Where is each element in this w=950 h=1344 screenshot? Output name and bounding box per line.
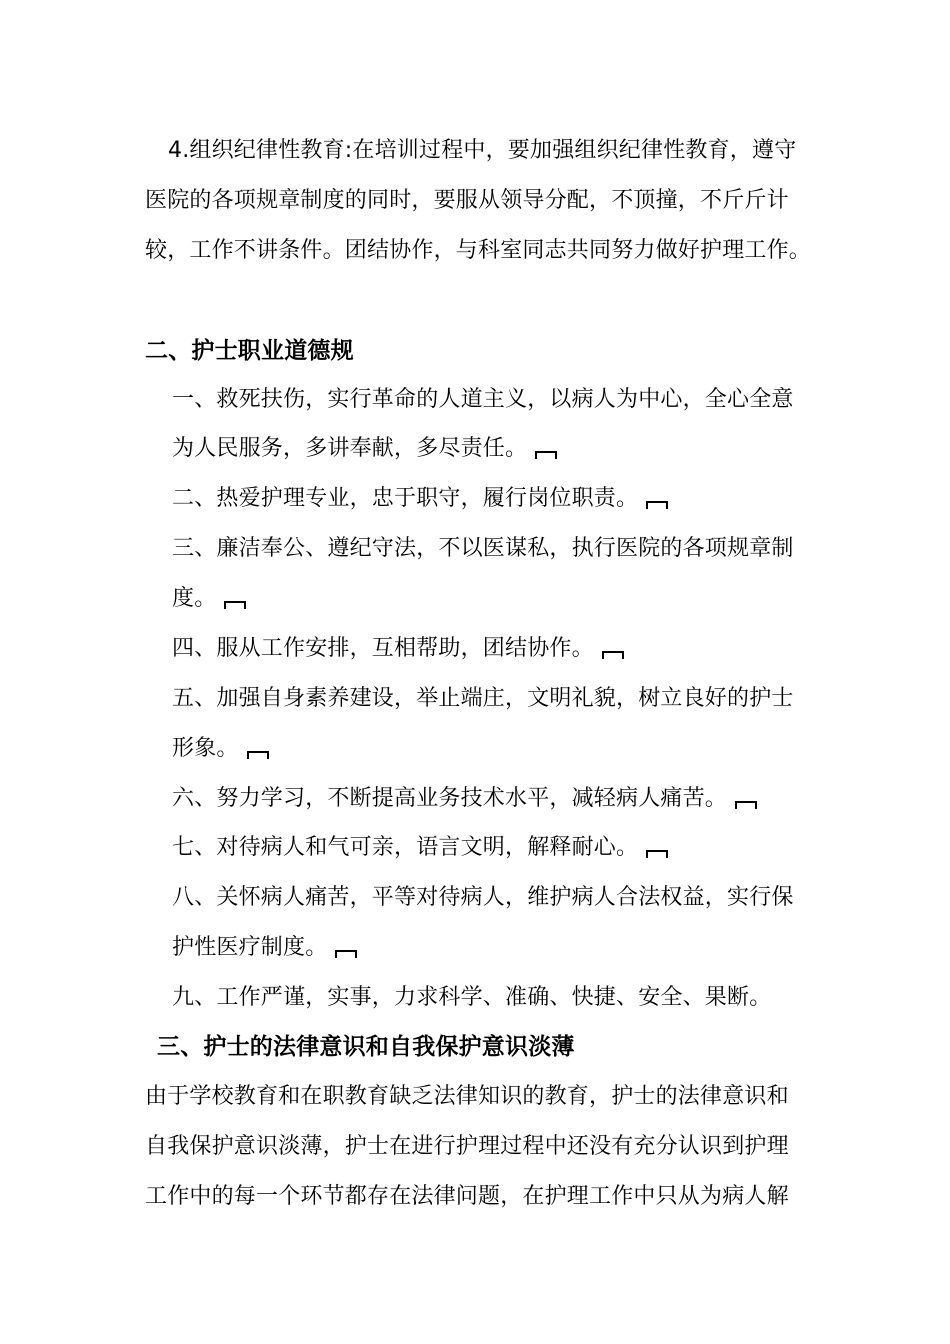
return-mark-icon bbox=[535, 451, 557, 459]
paragraph-line bbox=[145, 1132, 789, 1162]
list-item bbox=[172, 684, 794, 714]
list-item bbox=[172, 584, 246, 614]
list-item-text: 七、对待病人和气可亲，语言文明，解释耐心。 bbox=[172, 835, 639, 860]
list-item-text: 三、廉洁奉公、遵纪守法，不以医谋私，执行医院的各项规章制 bbox=[172, 536, 794, 561]
paragraph-text: 较，工作不讲条件。团结协作，与科室同志共同努力做好护理工作。 bbox=[145, 238, 812, 263]
paragraph-text: 由于学校教育和在职教育缺乏法律知识的教育，护士的法律意识和 bbox=[145, 1084, 789, 1109]
list-item bbox=[172, 883, 794, 913]
return-mark-icon bbox=[646, 850, 668, 858]
list-item bbox=[172, 933, 357, 963]
list-item-text: 度。 bbox=[172, 586, 217, 611]
paragraph-line bbox=[145, 236, 811, 266]
paragraph-text: 医院的各项规章制度的同时，要服从领导分配，不顶撞，不斤斤计 bbox=[145, 188, 789, 213]
return-mark-icon bbox=[247, 751, 269, 759]
return-mark-icon bbox=[335, 950, 357, 958]
paragraph-text: 4.组织纪律性教育:在培训过程中，要加强组织纪律性教育，遵守 bbox=[168, 138, 797, 163]
paragraph-text: 自我保护意识淡薄，护士在进行护理过程中还没有充分认识到护理 bbox=[145, 1134, 789, 1159]
list-item bbox=[172, 534, 794, 564]
list-item bbox=[172, 833, 668, 863]
list-item bbox=[172, 484, 668, 514]
list-item-text: 形象。 bbox=[172, 736, 239, 761]
return-mark-icon bbox=[224, 601, 246, 609]
section-heading: 三、护士的法律意识和自我保护意识淡薄 bbox=[157, 1034, 575, 1060]
section-heading: 二、护士职业道德规 bbox=[145, 338, 354, 364]
list-item bbox=[172, 983, 771, 1013]
paragraph-text: 工作中的每一个环节都存在法律问题，在护理工作中只从为病人解 bbox=[145, 1184, 789, 1209]
list-item bbox=[172, 784, 757, 814]
return-mark-icon bbox=[735, 801, 757, 809]
paragraph-line bbox=[145, 186, 789, 216]
list-item bbox=[172, 634, 624, 664]
return-mark-icon bbox=[602, 651, 624, 659]
list-item-text: 二、热爱护理专业，忠于职守，履行岗位职责。 bbox=[172, 486, 639, 511]
list-item-text: 一、救死扶伤，实行革命的人道主义，以病人为中心，全心全意 bbox=[172, 387, 794, 412]
list-item-text: 四、服从工作安排，互相帮助，团结协作。 bbox=[172, 636, 594, 661]
return-mark-icon bbox=[646, 501, 668, 509]
paragraph-line bbox=[145, 1182, 789, 1212]
paragraph-line bbox=[145, 1082, 789, 1112]
list-item-text: 为人民服务，多讲奉献，多尽责任。 bbox=[172, 436, 528, 461]
list-item bbox=[172, 385, 794, 415]
list-item-text: 八、关怀病人痛苦，平等对待病人，维护病人合法权益，实行保 bbox=[172, 885, 794, 910]
list-item bbox=[172, 434, 557, 464]
list-item-text: 护性医疗制度。 bbox=[172, 935, 328, 960]
list-item-text: 五、加强自身素养建设，举止端庄，文明礼貌，树立良好的护士 bbox=[172, 686, 794, 711]
paragraph-line bbox=[168, 136, 796, 166]
list-item-text: 六、努力学习，不断提高业务技术水平，减轻病人痛苦。 bbox=[172, 786, 728, 811]
list-item-text: 九、工作严谨，实事，力求科学、准确、快捷、安全、果断。 bbox=[172, 985, 772, 1010]
list-item bbox=[172, 734, 269, 764]
